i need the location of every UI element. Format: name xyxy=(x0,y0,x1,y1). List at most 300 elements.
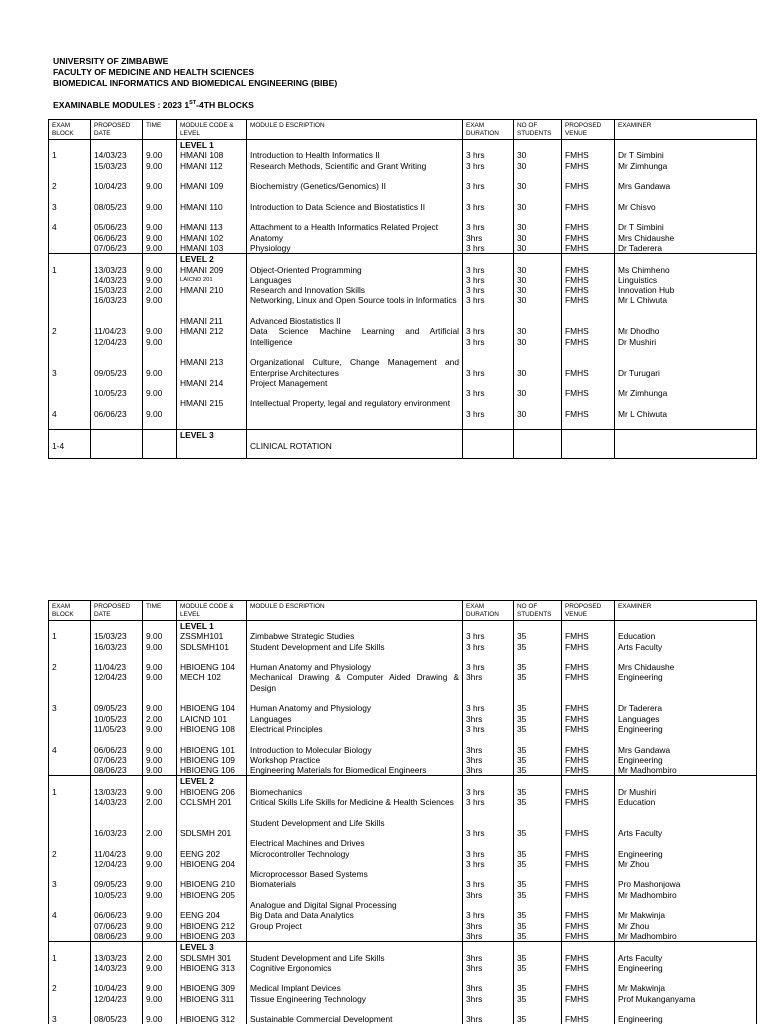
line-spacer xyxy=(146,900,173,910)
line-spacer xyxy=(52,828,87,838)
cell-line: 30 xyxy=(517,388,527,399)
cell-line: Engineering xyxy=(618,754,663,765)
module-code-cell xyxy=(177,254,247,430)
column-header: NO OF STUDENTS xyxy=(514,120,562,140)
line-spacer xyxy=(180,818,243,828)
cell-line: 10/04/23 xyxy=(94,983,127,994)
line-spacer xyxy=(517,621,558,631)
line-spacer xyxy=(517,942,558,952)
cell-line: 09/05/23 xyxy=(94,879,127,890)
line-spacer xyxy=(146,869,173,879)
line-spacer xyxy=(250,859,459,869)
cell-line: 1 xyxy=(52,150,57,161)
cell-line: HMANI 213 xyxy=(180,357,224,368)
cell-line: Intellectual Property, legal and regulatory environment xyxy=(250,398,451,409)
cell-line: 3 hrs xyxy=(466,336,485,347)
cell-line: 07/06/23 xyxy=(94,242,127,253)
cell-line: 35 xyxy=(517,920,527,931)
line-spacer xyxy=(94,652,139,662)
line-spacer xyxy=(146,942,173,952)
cell-line: 10/05/23 xyxy=(94,713,127,724)
cell-line: FMHS xyxy=(565,786,589,797)
cell-line: 3hrs xyxy=(466,993,483,1004)
students-cell xyxy=(514,621,562,776)
cell-line: FMHS xyxy=(565,879,589,890)
line-spacer xyxy=(146,1004,173,1014)
cell-line: 9.00 xyxy=(146,641,163,652)
module-code-cell xyxy=(177,430,247,459)
line-spacer xyxy=(466,212,510,222)
line-spacer xyxy=(94,419,139,429)
cell-line: 15/03/23 xyxy=(94,631,127,642)
line-spacer xyxy=(618,316,753,326)
cell-line: Engineering xyxy=(618,672,663,683)
cell-line: 9.00 xyxy=(146,150,163,161)
cell-line: Linguistics xyxy=(618,274,658,285)
cell-line: 06/06/23 xyxy=(94,910,127,921)
line-spacer xyxy=(52,419,87,429)
cell-line: 30 xyxy=(517,222,527,233)
line-spacer xyxy=(52,430,87,440)
cell-line: 35 xyxy=(517,889,527,900)
line-spacer xyxy=(565,900,611,910)
line-spacer xyxy=(618,838,753,848)
line-spacer xyxy=(146,838,173,848)
module-description-cell xyxy=(247,254,463,430)
time-cell xyxy=(143,942,177,1024)
line-spacer xyxy=(250,621,459,631)
examiner-cell xyxy=(615,140,757,254)
cell-line: HBIOENG 108 xyxy=(180,723,235,734)
line-spacer xyxy=(94,171,139,181)
cell-line: HBIOENG 203 xyxy=(180,930,235,941)
cell-line: 9.00 xyxy=(146,408,163,419)
cell-line: Dr Mushiri xyxy=(618,786,657,797)
cell-line: 3 hrs xyxy=(466,858,485,869)
line-spacer xyxy=(94,942,139,952)
cell-line: Education xyxy=(618,631,656,642)
cell-line: FMHS xyxy=(565,160,589,171)
cell-line: Critical Skills Life Skills for Medicine & Health Sciences xyxy=(250,797,454,808)
line-spacer xyxy=(565,734,611,744)
line-spacer xyxy=(52,931,87,941)
cell-line: 9.00 xyxy=(146,858,163,869)
cell-line: Biomechanics xyxy=(250,786,303,797)
cell-line: Dr Turugari xyxy=(618,367,660,378)
line-spacer xyxy=(94,306,139,316)
line-spacer xyxy=(565,140,611,150)
cell-line: 35 xyxy=(517,723,527,734)
university-name: UNIVERSITY OF ZIMBABWE xyxy=(53,56,169,66)
cell-line: 14/03/23 xyxy=(94,150,127,161)
line-spacer xyxy=(94,776,139,786)
line-spacer xyxy=(52,337,87,347)
cell-line: Mr L Chiwuta xyxy=(618,408,668,419)
cell-line: 3hrs xyxy=(466,744,483,755)
line-spacer xyxy=(180,652,243,662)
line-spacer xyxy=(466,357,510,367)
module-description-cell xyxy=(247,621,463,776)
cell-line: 11/04/23 xyxy=(94,662,126,673)
line-spacer xyxy=(565,776,611,786)
venue-cell xyxy=(562,254,615,430)
cell-line: 35 xyxy=(517,962,527,973)
exam-duration-cell xyxy=(463,942,514,1024)
cell-line: 3hrs xyxy=(466,889,483,900)
cell-line: 3 hrs xyxy=(466,295,485,306)
examiner-cell xyxy=(615,942,757,1024)
line-spacer xyxy=(618,807,753,817)
cell-line: HBIOENG 101 xyxy=(180,744,235,755)
line-spacer xyxy=(146,347,173,357)
cell-line: 30 xyxy=(517,160,527,171)
students-cell xyxy=(514,430,562,459)
line-spacer xyxy=(618,140,753,150)
line-spacer xyxy=(52,398,87,408)
line-spacer xyxy=(52,642,87,652)
cell-line: Mr Zimhunga xyxy=(618,388,668,399)
cell-line: 30 xyxy=(517,295,527,306)
cell-line: 35 xyxy=(517,952,527,963)
cell-line: 3 hrs xyxy=(466,367,485,378)
cell-line: 4 xyxy=(52,744,57,755)
cell-line: 9.00 xyxy=(146,723,163,734)
cell-line: FMHS xyxy=(565,952,589,963)
cell-line: 9.00 xyxy=(146,930,163,941)
line-spacer xyxy=(250,1004,459,1014)
line-spacer xyxy=(94,693,139,703)
cell-line: 9.00 xyxy=(146,744,163,755)
cell-line: FMHS xyxy=(565,388,589,399)
cell-line: SDLSMH 301 xyxy=(180,952,232,963)
cell-line: FMHS xyxy=(565,408,589,419)
level-label: LEVEL 1 xyxy=(180,621,214,631)
cell-line: HMANI 102 xyxy=(180,232,224,243)
line-spacer xyxy=(618,869,753,879)
line-spacer xyxy=(466,171,510,181)
line-spacer xyxy=(250,693,459,703)
line-spacer xyxy=(52,171,87,181)
cell-line: 05/06/23 xyxy=(94,222,127,233)
cell-line: 1 xyxy=(52,264,57,275)
line-spacer xyxy=(250,171,459,181)
cell-line: FMHS xyxy=(565,222,589,233)
cell-line: Analogue and Digital Signal Processing xyxy=(250,900,397,911)
line-spacer xyxy=(565,306,611,316)
cell-line: FMHS xyxy=(565,962,589,973)
exam-table-biomedical-engineering xyxy=(48,600,757,1024)
column-header: MODULE D ESCRIPTION xyxy=(247,601,463,621)
line-spacer xyxy=(618,900,753,910)
cell-line: 3 hrs xyxy=(466,264,485,275)
cell-line: CCLSMH 201 xyxy=(180,797,232,808)
line-spacer xyxy=(618,378,753,388)
line-spacer xyxy=(618,693,753,703)
cell-line: Anatomy xyxy=(250,232,284,243)
column-header: PROPOSED DATE xyxy=(91,601,143,621)
cell-line: 9.00 xyxy=(146,983,163,994)
line-spacer xyxy=(466,140,510,150)
cell-line: 9.00 xyxy=(146,672,163,683)
cell-line: Organizational Culture, Change Management and Enterprise Architectures xyxy=(250,357,459,378)
cell-line: 35 xyxy=(517,983,527,994)
line-spacer xyxy=(618,419,753,429)
venue-cell xyxy=(562,430,615,459)
cell-line: HMANI 113 xyxy=(180,222,223,233)
line-spacer xyxy=(180,409,243,419)
level-label: LEVEL 2 xyxy=(180,254,214,265)
cell-line: 3 xyxy=(52,879,57,890)
cell-line: Mrs Chidaushe xyxy=(618,232,675,243)
cell-line: HMANI 215 xyxy=(180,398,224,409)
line-spacer xyxy=(466,306,510,316)
exam-duration-cell xyxy=(463,776,514,942)
cell-line: FMHS xyxy=(565,285,589,296)
cell-line: 1 xyxy=(52,952,57,963)
line-spacer xyxy=(250,430,459,440)
cell-line: 3hrs xyxy=(466,765,483,776)
cell-line: 3 hrs xyxy=(466,150,485,161)
cell-line: Mr L Chiwuta xyxy=(618,295,668,306)
cell-line: 2 xyxy=(52,326,57,337)
line-spacer xyxy=(94,621,139,631)
cell-line: HMANI 209 xyxy=(180,264,224,275)
line-spacer xyxy=(466,316,510,326)
cell-line: 10/05/23 xyxy=(94,388,127,399)
line-spacer xyxy=(52,357,87,367)
cell-line: 3 hrs xyxy=(466,408,485,419)
line-spacer xyxy=(466,254,510,264)
line-spacer xyxy=(565,419,611,429)
cell-line: 35 xyxy=(517,858,527,869)
line-spacer xyxy=(618,357,753,367)
line-spacer xyxy=(517,973,558,983)
line-spacer xyxy=(52,994,87,1004)
cell-line: FMHS xyxy=(565,993,589,1004)
cell-line: 3hrs xyxy=(466,232,483,243)
cell-line: 07/06/23 xyxy=(94,754,127,765)
cell-line: FMHS xyxy=(565,703,589,714)
cell-line: FMHS xyxy=(565,662,589,673)
line-spacer xyxy=(618,254,753,264)
line-spacer xyxy=(517,652,558,662)
cell-line: FMHS xyxy=(565,910,589,921)
line-spacer xyxy=(94,254,139,264)
cell-line: Project Management xyxy=(250,377,328,388)
venue-cell xyxy=(562,621,615,776)
cell-line: Mr Madhombiro xyxy=(618,765,677,776)
cell-line: Physiology xyxy=(250,242,291,253)
cell-line: FMHS xyxy=(565,754,589,765)
cell-line: 9.00 xyxy=(146,201,163,212)
cell-line: 3 hrs xyxy=(466,879,485,890)
cell-line: HMANI 212 xyxy=(180,326,224,337)
cell-line: 9.00 xyxy=(146,222,163,233)
cell-line: HMANI 214 xyxy=(180,377,224,388)
cell-line: 2.00 xyxy=(146,952,163,963)
cell-line: 3 hrs xyxy=(466,285,485,296)
cell-line: HBIOENG 106 xyxy=(180,765,235,776)
cell-line: 35 xyxy=(517,930,527,941)
line-spacer xyxy=(52,275,87,285)
line-spacer xyxy=(466,818,510,828)
cell-line: 06/06/23 xyxy=(94,232,127,243)
line-spacer xyxy=(250,191,459,201)
line-spacer xyxy=(565,316,611,326)
examiner-cell xyxy=(615,430,757,459)
cell-line: Mr Makwinja xyxy=(618,910,665,921)
exam-block-cell xyxy=(49,776,91,942)
cell-line: FMHS xyxy=(565,672,589,683)
line-spacer xyxy=(517,807,558,817)
module-description-cell xyxy=(247,430,463,459)
line-spacer xyxy=(52,714,87,724)
line-spacer xyxy=(146,734,173,744)
cell-line: 3hrs xyxy=(466,754,483,765)
cell-line: Student Development and Life Skills xyxy=(250,641,385,652)
cell-line: 1 xyxy=(52,631,57,642)
cell-line: 9.00 xyxy=(146,336,163,347)
line-spacer xyxy=(52,818,87,828)
cell-line: 9.00 xyxy=(146,662,163,673)
cell-line: HMANI 103 xyxy=(180,242,224,253)
exam-duration-cell xyxy=(463,254,514,430)
cell-line: Microprocessor Based Systems xyxy=(250,869,368,880)
cell-line: HBIOENG 212 xyxy=(180,920,235,931)
cell-line: FMHS xyxy=(565,983,589,994)
cell-line: FMHS xyxy=(565,723,589,734)
line-spacer xyxy=(94,973,139,983)
line-spacer xyxy=(94,378,139,388)
cell-line: 3 hrs xyxy=(466,797,485,808)
cell-line: 35 xyxy=(517,672,527,683)
cell-line: FMHS xyxy=(565,930,589,941)
table-row xyxy=(49,254,757,430)
cell-line: Mrs Gandawa xyxy=(618,744,671,755)
table-header-row xyxy=(49,601,757,621)
cell-line: 30 xyxy=(517,242,527,253)
cell-line: 3 hrs xyxy=(466,910,485,921)
cell-line: Medical Implant Devices xyxy=(250,983,341,994)
line-spacer xyxy=(466,683,510,693)
line-spacer xyxy=(466,419,510,429)
time-cell xyxy=(143,254,177,430)
title-prefix: EXAMINABLE MODULES : 2023 1 xyxy=(53,99,190,110)
cell-line: 16/03/23 xyxy=(94,295,127,306)
cell-line: HBIOENG 210 xyxy=(180,879,235,890)
line-spacer xyxy=(146,316,173,326)
proposed-date-cell xyxy=(91,140,143,254)
cell-line: 06/06/23 xyxy=(94,408,127,419)
line-spacer xyxy=(565,254,611,264)
cell-line: 3 xyxy=(52,1014,57,1024)
level-label: LEVEL 3 xyxy=(180,942,214,953)
cell-line: 9.00 xyxy=(146,264,163,275)
line-spacer xyxy=(180,388,243,398)
line-spacer xyxy=(180,368,243,378)
cell-line: HMANI 211 xyxy=(180,316,223,327)
line-spacer xyxy=(52,755,87,765)
cell-line: 3 hrs xyxy=(466,274,485,285)
line-spacer xyxy=(517,683,558,693)
cell-line: 35 xyxy=(517,703,527,714)
document-title xyxy=(53,98,254,111)
cell-line: 11/05/23 xyxy=(94,723,126,734)
module-code-cell xyxy=(177,942,247,1024)
cell-line: 1-4 xyxy=(52,440,65,451)
cell-line: 9.00 xyxy=(146,920,163,931)
cell-line: Arts Faculty xyxy=(618,952,663,963)
cell-line: FMHS xyxy=(565,797,589,808)
line-spacer xyxy=(250,140,459,150)
line-spacer xyxy=(146,378,173,388)
exam-duration-cell xyxy=(463,430,514,459)
cell-line: 3 xyxy=(52,201,57,212)
cell-line: 9.00 xyxy=(146,889,163,900)
proposed-date-cell xyxy=(91,776,143,942)
cell-line: 09/05/23 xyxy=(94,367,127,378)
cell-line: 3 hrs xyxy=(466,848,485,859)
cell-line: 3hrs xyxy=(466,672,483,683)
cell-line: 12/04/23 xyxy=(94,993,127,1004)
cell-line: Introduction to Molecular Biology xyxy=(250,744,372,755)
module-code-cell xyxy=(177,140,247,254)
line-spacer xyxy=(52,838,87,848)
line-spacer xyxy=(94,838,139,848)
exam-duration-cell xyxy=(463,140,514,254)
cell-line: 9.00 xyxy=(146,962,163,973)
faculty-name: FACULTY OF MEDICINE AND HEALTH SCIENCES xyxy=(53,67,255,77)
line-spacer xyxy=(565,621,611,631)
line-spacer xyxy=(466,734,510,744)
examiner-cell xyxy=(615,254,757,430)
line-spacer xyxy=(94,807,139,817)
line-spacer xyxy=(250,973,459,983)
line-spacer xyxy=(618,734,753,744)
line-spacer xyxy=(146,357,173,367)
cell-line: Innovation Hub xyxy=(618,285,675,296)
cell-line: FMHS xyxy=(565,367,589,378)
cell-line: 9.00 xyxy=(146,703,163,714)
line-spacer xyxy=(52,233,87,243)
table-row xyxy=(49,942,757,1024)
cell-line: FMHS xyxy=(565,1014,589,1024)
cell-line: Mr Chisvo xyxy=(618,201,656,212)
cell-line: 35 xyxy=(517,765,527,776)
cell-line: 06/06/23 xyxy=(94,744,127,755)
cell-line: 3 hrs xyxy=(466,181,485,192)
cell-line: 3 hrs xyxy=(466,641,485,652)
line-spacer xyxy=(94,734,139,744)
students-cell xyxy=(514,942,562,1024)
cell-line: HMANI 112 xyxy=(180,160,223,171)
line-spacer xyxy=(52,973,87,983)
cell-line: FMHS xyxy=(565,641,589,652)
line-spacer xyxy=(517,869,558,879)
cell-line: Languages xyxy=(618,713,660,724)
cell-line: 3 hrs xyxy=(466,786,485,797)
cell-line: Pro Mashonjowa xyxy=(618,879,681,890)
cell-line: Languages xyxy=(250,713,292,724)
venue-cell xyxy=(562,140,615,254)
module-description-cell xyxy=(247,942,463,1024)
cell-line: 9.00 xyxy=(146,786,163,797)
line-spacer xyxy=(146,652,173,662)
line-spacer xyxy=(180,693,243,703)
line-spacer xyxy=(146,419,173,429)
cell-line: 08/05/23 xyxy=(94,1014,127,1024)
exam-block-cell xyxy=(49,140,91,254)
